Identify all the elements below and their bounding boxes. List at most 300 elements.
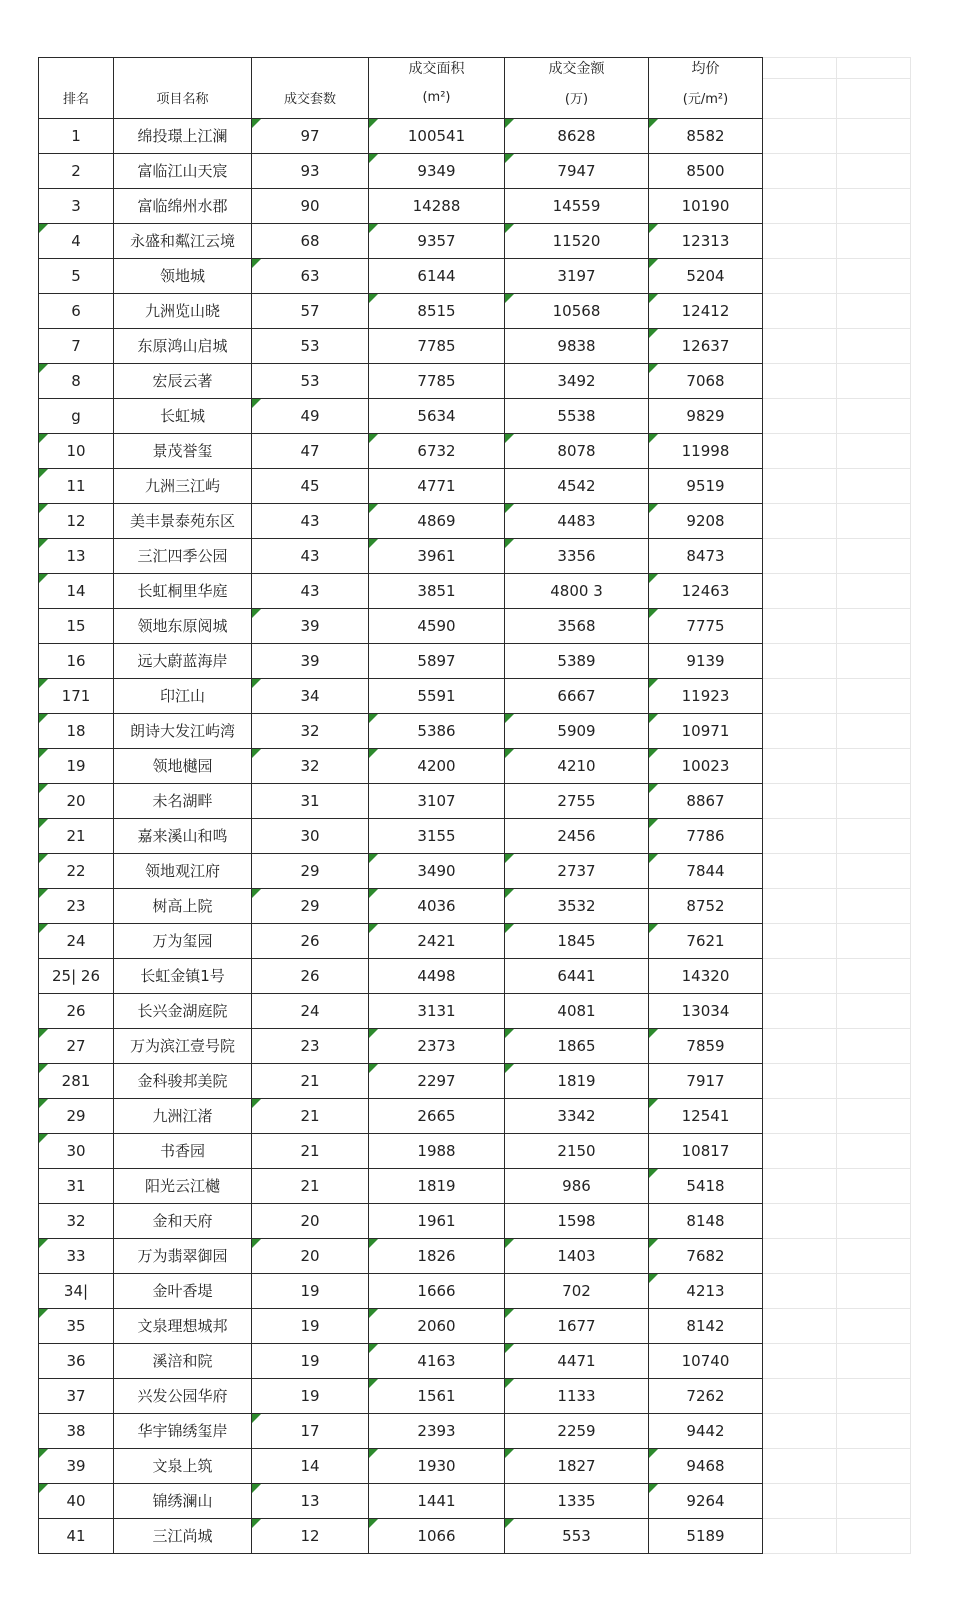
amount-cell: 5909 xyxy=(505,713,649,748)
amount-cell: 702 xyxy=(505,1273,649,1308)
area-cell: 5591 xyxy=(369,678,505,713)
area-cell: 3851 xyxy=(369,573,505,608)
name-header: 项目名称 xyxy=(114,78,252,118)
empty-cell xyxy=(763,678,837,713)
sales-ranking-table xyxy=(38,57,911,1554)
avg-price-cell: 9139 xyxy=(649,643,763,678)
amount-cell: 11520 xyxy=(505,223,649,258)
units-sold-cell: 39 xyxy=(252,608,369,643)
units-sold-cell: 43 xyxy=(252,538,369,573)
rank-cell: 15 xyxy=(39,608,114,643)
amount-cell: 986 xyxy=(505,1168,649,1203)
amount-cell: 3568 xyxy=(505,608,649,643)
area-cell: 4771 xyxy=(369,468,505,503)
area-cell: 3490 xyxy=(369,853,505,888)
avg-price-cell: 8500 xyxy=(649,153,763,188)
empty-cell xyxy=(837,748,911,783)
rank-cell: 40 xyxy=(39,1483,114,1518)
area-cell: 2421 xyxy=(369,923,505,958)
empty-cell xyxy=(837,1343,911,1378)
amount-cell: 10568 xyxy=(505,293,649,328)
units-sold-cell: 17 xyxy=(252,1413,369,1448)
empty-cell xyxy=(763,258,837,293)
area-cell: 8515 xyxy=(369,293,505,328)
rank-cell: 171 xyxy=(39,678,114,713)
header-cell xyxy=(39,58,114,79)
units-sold-cell: 29 xyxy=(252,853,369,888)
avg-price-cell: 7775 xyxy=(649,608,763,643)
empty-cell xyxy=(837,958,911,993)
project-name-cell: 富临绵州水郡 xyxy=(114,188,252,223)
rank-cell: 26 xyxy=(39,993,114,1028)
area-cell: 4036 xyxy=(369,888,505,923)
rank-cell: 34| xyxy=(39,1273,114,1308)
project-name-cell: 金科骏邦美院 xyxy=(114,1063,252,1098)
project-name-cell: 三江尚城 xyxy=(114,1518,252,1553)
avg-price-cell: 8752 xyxy=(649,888,763,923)
project-name-cell: 领地城 xyxy=(114,258,252,293)
area-cell: 3107 xyxy=(369,783,505,818)
empty-cell xyxy=(837,293,911,328)
rank-cell: 1 xyxy=(39,118,114,153)
table-row xyxy=(39,1133,911,1168)
rank-cell: 13 xyxy=(39,538,114,573)
units-sold-cell: 31 xyxy=(252,783,369,818)
avg-price-cell: 10740 xyxy=(649,1343,763,1378)
amount-cell: 7947 xyxy=(505,153,649,188)
table-row xyxy=(39,888,911,923)
empty-cell xyxy=(837,1518,911,1553)
empty-cell xyxy=(837,608,911,643)
amount-cell: 1677 xyxy=(505,1308,649,1343)
project-name-cell: 美丰景泰苑东区 xyxy=(114,503,252,538)
units-sold-cell: 97 xyxy=(252,118,369,153)
units-sold-cell: 14 xyxy=(252,1448,369,1483)
amount-cell: 5389 xyxy=(505,643,649,678)
table-row xyxy=(39,853,911,888)
table-row xyxy=(39,643,911,678)
area-header-title: 成交面积 xyxy=(369,58,505,79)
amount-cell: 2456 xyxy=(505,818,649,853)
empty-cell xyxy=(763,1168,837,1203)
avg-price-cell: 11998 xyxy=(649,433,763,468)
avg-price-cell: 8867 xyxy=(649,783,763,818)
table-row xyxy=(39,468,911,503)
project-name-cell: 宏辰云著 xyxy=(114,363,252,398)
amount-cell: 6441 xyxy=(505,958,649,993)
table-row xyxy=(39,1378,911,1413)
empty-cell xyxy=(763,1483,837,1518)
units-sold-cell: 12 xyxy=(252,1518,369,1553)
amount-header-unit: (万) xyxy=(505,78,649,118)
units-sold-cell: 53 xyxy=(252,363,369,398)
table-row xyxy=(39,958,911,993)
area-cell: 5634 xyxy=(369,398,505,433)
amount-cell: 3356 xyxy=(505,538,649,573)
amount-cell: 3492 xyxy=(505,363,649,398)
empty-cell xyxy=(837,1063,911,1098)
amount-cell: 5538 xyxy=(505,398,649,433)
table-row xyxy=(39,363,911,398)
units-sold-cell: 21 xyxy=(252,1063,369,1098)
table-row xyxy=(39,1343,911,1378)
project-name-cell: 景茂誉玺 xyxy=(114,433,252,468)
rank-cell: 2 xyxy=(39,153,114,188)
amount-cell: 1819 xyxy=(505,1063,649,1098)
avg-price-cell: 4213 xyxy=(649,1273,763,1308)
table-row xyxy=(39,223,911,258)
table-row xyxy=(39,1483,911,1518)
project-name-cell: 九洲三江屿 xyxy=(114,468,252,503)
area-cell: 2060 xyxy=(369,1308,505,1343)
header-cell xyxy=(114,58,252,79)
rank-cell: 21 xyxy=(39,818,114,853)
empty-cell xyxy=(763,993,837,1028)
rank-cell: 7 xyxy=(39,328,114,363)
area-cell: 2665 xyxy=(369,1098,505,1133)
avg-price-cell: 12637 xyxy=(649,328,763,363)
header-row-bottom xyxy=(39,78,911,118)
units-sold-cell: 93 xyxy=(252,153,369,188)
amount-cell: 1598 xyxy=(505,1203,649,1238)
empty-cell xyxy=(837,1203,911,1238)
avg-price-cell: 7917 xyxy=(649,1063,763,1098)
table-row xyxy=(39,678,911,713)
empty-cell xyxy=(837,1273,911,1308)
empty-cell xyxy=(763,433,837,468)
avg-price-cell: 10190 xyxy=(649,188,763,223)
table-row xyxy=(39,1448,911,1483)
project-name-cell: 领地观江府 xyxy=(114,853,252,888)
table-body xyxy=(39,118,911,1553)
empty-cell xyxy=(837,1133,911,1168)
amount-cell: 4471 xyxy=(505,1343,649,1378)
project-name-cell: 长虹桐里华庭 xyxy=(114,573,252,608)
units-sold-cell: 19 xyxy=(252,1273,369,1308)
units-sold-cell: 53 xyxy=(252,328,369,363)
project-name-cell: 印江山 xyxy=(114,678,252,713)
empty-cell xyxy=(763,78,837,118)
avg-price-cell: 5204 xyxy=(649,258,763,293)
area-cell: 4869 xyxy=(369,503,505,538)
empty-cell xyxy=(763,573,837,608)
table-row xyxy=(39,398,911,433)
project-name-cell: 东原鸿山启城 xyxy=(114,328,252,363)
table-row xyxy=(39,783,911,818)
area-cell: 1988 xyxy=(369,1133,505,1168)
avg-price-cell: 5418 xyxy=(649,1168,763,1203)
table-row xyxy=(39,293,911,328)
empty-cell xyxy=(837,223,911,258)
empty-cell xyxy=(837,1413,911,1448)
units-sold-cell: 68 xyxy=(252,223,369,258)
rank-cell: 30 xyxy=(39,1133,114,1168)
project-name-cell: 阳光云江樾 xyxy=(114,1168,252,1203)
area-cell: 5897 xyxy=(369,643,505,678)
amount-cell: 4210 xyxy=(505,748,649,783)
rank-cell: 41 xyxy=(39,1518,114,1553)
amount-cell: 9838 xyxy=(505,328,649,363)
units-sold-cell: 49 xyxy=(252,398,369,433)
area-cell: 6732 xyxy=(369,433,505,468)
table-row xyxy=(39,1168,911,1203)
amount-cell: 1403 xyxy=(505,1238,649,1273)
empty-cell xyxy=(763,1518,837,1553)
empty-cell xyxy=(763,643,837,678)
amount-cell: 6667 xyxy=(505,678,649,713)
project-name-cell: 树高上院 xyxy=(114,888,252,923)
empty-cell xyxy=(763,223,837,258)
table-row xyxy=(39,573,911,608)
area-cell: 3961 xyxy=(369,538,505,573)
table-row xyxy=(39,1203,911,1238)
avg-price-cell: 14320 xyxy=(649,958,763,993)
empty-cell xyxy=(763,58,837,79)
rank-cell: 29 xyxy=(39,1098,114,1133)
avg-price-cell: 9468 xyxy=(649,1448,763,1483)
project-name-cell: 文泉上筑 xyxy=(114,1448,252,1483)
table-row xyxy=(39,1413,911,1448)
empty-cell xyxy=(837,328,911,363)
empty-cell xyxy=(837,78,911,118)
amount-cell: 3532 xyxy=(505,888,649,923)
area-cell: 7785 xyxy=(369,328,505,363)
empty-cell xyxy=(763,188,837,223)
amount-cell: 14559 xyxy=(505,188,649,223)
empty-cell xyxy=(763,818,837,853)
empty-cell xyxy=(763,328,837,363)
avg-price-cell: 9264 xyxy=(649,1483,763,1518)
rank-cell: 281 xyxy=(39,1063,114,1098)
rank-cell: 23 xyxy=(39,888,114,923)
table-row xyxy=(39,433,911,468)
units-sold-cell: 26 xyxy=(252,923,369,958)
avg-price-cell: 10971 xyxy=(649,713,763,748)
table-row xyxy=(39,818,911,853)
table-row xyxy=(39,538,911,573)
empty-cell xyxy=(837,1308,911,1343)
table-row xyxy=(39,1028,911,1063)
amount-cell: 4800 3 xyxy=(505,573,649,608)
amount-cell: 3342 xyxy=(505,1098,649,1133)
empty-cell xyxy=(763,783,837,818)
rank-header: 排名 xyxy=(39,78,114,118)
empty-cell xyxy=(763,1063,837,1098)
empty-cell xyxy=(837,118,911,153)
table-row xyxy=(39,1238,911,1273)
avg-price-cell: 12463 xyxy=(649,573,763,608)
avg-price-cell: 9519 xyxy=(649,468,763,503)
empty-cell xyxy=(837,188,911,223)
area-cell: 7785 xyxy=(369,363,505,398)
project-name-cell: 嘉来溪山和鸣 xyxy=(114,818,252,853)
units-sold-cell: 39 xyxy=(252,643,369,678)
units-sold-cell: 23 xyxy=(252,1028,369,1063)
empty-cell xyxy=(763,923,837,958)
rank-cell: 37 xyxy=(39,1378,114,1413)
avg-price-cell: 7786 xyxy=(649,818,763,853)
amount-cell: 1845 xyxy=(505,923,649,958)
rank-cell: 25| 26 xyxy=(39,958,114,993)
project-name-cell: 金和天府 xyxy=(114,1203,252,1238)
empty-cell xyxy=(763,1203,837,1238)
empty-cell xyxy=(763,608,837,643)
avg-price-cell: 8582 xyxy=(649,118,763,153)
amount-cell: 3197 xyxy=(505,258,649,293)
project-name-cell: 绵投璟上江澜 xyxy=(114,118,252,153)
empty-cell xyxy=(763,1273,837,1308)
rank-cell: 11 xyxy=(39,468,114,503)
empty-cell xyxy=(837,398,911,433)
units-sold-cell: 45 xyxy=(252,468,369,503)
units-sold-cell: 43 xyxy=(252,503,369,538)
project-name-cell: 三汇四季公园 xyxy=(114,538,252,573)
empty-cell xyxy=(763,118,837,153)
price-header-title: 均价 xyxy=(649,58,763,79)
empty-cell xyxy=(763,1378,837,1413)
units-sold-cell: 30 xyxy=(252,818,369,853)
empty-cell xyxy=(837,783,911,818)
units-sold-cell: 19 xyxy=(252,1343,369,1378)
empty-cell xyxy=(763,468,837,503)
rank-cell: 38 xyxy=(39,1413,114,1448)
avg-price-cell: 9208 xyxy=(649,503,763,538)
units-sold-cell: 21 xyxy=(252,1133,369,1168)
rank-cell: 31 xyxy=(39,1168,114,1203)
units-sold-cell: 63 xyxy=(252,258,369,293)
rank-cell: 18 xyxy=(39,713,114,748)
units-sold-cell: 21 xyxy=(252,1098,369,1133)
table-row xyxy=(39,188,911,223)
project-name-cell: 永盛和粼江云境 xyxy=(114,223,252,258)
count-header: 成交套数 xyxy=(252,78,369,118)
table-row xyxy=(39,328,911,363)
empty-cell xyxy=(763,398,837,433)
units-sold-cell: 47 xyxy=(252,433,369,468)
empty-cell xyxy=(763,538,837,573)
amount-cell: 1133 xyxy=(505,1378,649,1413)
empty-cell xyxy=(837,1028,911,1063)
empty-cell xyxy=(763,1098,837,1133)
avg-price-cell: 8473 xyxy=(649,538,763,573)
header-row-top xyxy=(39,58,911,79)
avg-price-cell: 7068 xyxy=(649,363,763,398)
area-cell: 4163 xyxy=(369,1343,505,1378)
empty-cell xyxy=(837,1168,911,1203)
empty-cell xyxy=(837,818,911,853)
rank-cell: 3 xyxy=(39,188,114,223)
project-name-cell: 金叶香堤 xyxy=(114,1273,252,1308)
amount-cell: 8078 xyxy=(505,433,649,468)
amount-cell: 4483 xyxy=(505,503,649,538)
area-cell: 9349 xyxy=(369,153,505,188)
units-sold-cell: 32 xyxy=(252,713,369,748)
amount-cell: 2755 xyxy=(505,783,649,818)
avg-price-cell: 10817 xyxy=(649,1133,763,1168)
area-cell: 1066 xyxy=(369,1518,505,1553)
project-name-cell: 长虹城 xyxy=(114,398,252,433)
project-name-cell: 万为玺园 xyxy=(114,923,252,958)
rank-cell: 16 xyxy=(39,643,114,678)
project-name-cell: 富临江山天宸 xyxy=(114,153,252,188)
area-cell: 6144 xyxy=(369,258,505,293)
empty-cell xyxy=(837,1378,911,1413)
rank-cell: 36 xyxy=(39,1343,114,1378)
rank-cell: 20 xyxy=(39,783,114,818)
rank-cell: g xyxy=(39,398,114,433)
empty-cell xyxy=(837,888,911,923)
area-cell: 1930 xyxy=(369,1448,505,1483)
table-row xyxy=(39,713,911,748)
area-cell: 1826 xyxy=(369,1238,505,1273)
rank-cell: 24 xyxy=(39,923,114,958)
rank-cell: 5 xyxy=(39,258,114,293)
units-sold-cell: 19 xyxy=(252,1308,369,1343)
area-cell: 9357 xyxy=(369,223,505,258)
amount-cell: 553 xyxy=(505,1518,649,1553)
avg-price-cell: 13034 xyxy=(649,993,763,1028)
area-header-unit: (m²) xyxy=(369,78,505,118)
units-sold-cell: 29 xyxy=(252,888,369,923)
area-cell: 14288 xyxy=(369,188,505,223)
units-sold-cell: 26 xyxy=(252,958,369,993)
empty-cell xyxy=(837,1098,911,1133)
units-sold-cell: 90 xyxy=(252,188,369,223)
empty-cell xyxy=(837,643,911,678)
project-name-cell: 远大蔚蓝海岸 xyxy=(114,643,252,678)
empty-cell xyxy=(837,1448,911,1483)
empty-cell xyxy=(837,153,911,188)
project-name-cell: 万为滨江壹号院 xyxy=(114,1028,252,1063)
rank-cell: 12 xyxy=(39,503,114,538)
rank-cell: 10 xyxy=(39,433,114,468)
area-cell: 1819 xyxy=(369,1168,505,1203)
project-name-cell: 锦绣澜山 xyxy=(114,1483,252,1518)
empty-cell xyxy=(763,1413,837,1448)
rank-cell: 19 xyxy=(39,748,114,783)
avg-price-cell: 7844 xyxy=(649,853,763,888)
price-header-unit: (元/m²) xyxy=(649,78,763,118)
project-name-cell: 溪涪和院 xyxy=(114,1343,252,1378)
amount-header-title: 成交金额 xyxy=(505,58,649,79)
area-cell: 2297 xyxy=(369,1063,505,1098)
empty-cell xyxy=(837,573,911,608)
avg-price-cell: 12412 xyxy=(649,293,763,328)
empty-cell xyxy=(837,503,911,538)
amount-cell: 1865 xyxy=(505,1028,649,1063)
empty-cell xyxy=(763,1308,837,1343)
project-name-cell: 未名湖畔 xyxy=(114,783,252,818)
empty-cell xyxy=(837,258,911,293)
empty-cell xyxy=(763,1028,837,1063)
empty-cell xyxy=(763,503,837,538)
table-row xyxy=(39,1308,911,1343)
area-cell: 1666 xyxy=(369,1273,505,1308)
amount-cell: 1827 xyxy=(505,1448,649,1483)
table-row xyxy=(39,993,911,1028)
avg-price-cell: 9829 xyxy=(649,398,763,433)
units-sold-cell: 57 xyxy=(252,293,369,328)
table-row xyxy=(39,503,911,538)
amount-cell: 1335 xyxy=(505,1483,649,1518)
avg-price-cell: 8142 xyxy=(649,1308,763,1343)
project-name-cell: 华宇锦绣玺岸 xyxy=(114,1413,252,1448)
units-sold-cell: 13 xyxy=(252,1483,369,1518)
empty-cell xyxy=(763,363,837,398)
project-name-cell: 万为翡翠御园 xyxy=(114,1238,252,1273)
amount-cell: 4542 xyxy=(505,468,649,503)
table-row xyxy=(39,748,911,783)
